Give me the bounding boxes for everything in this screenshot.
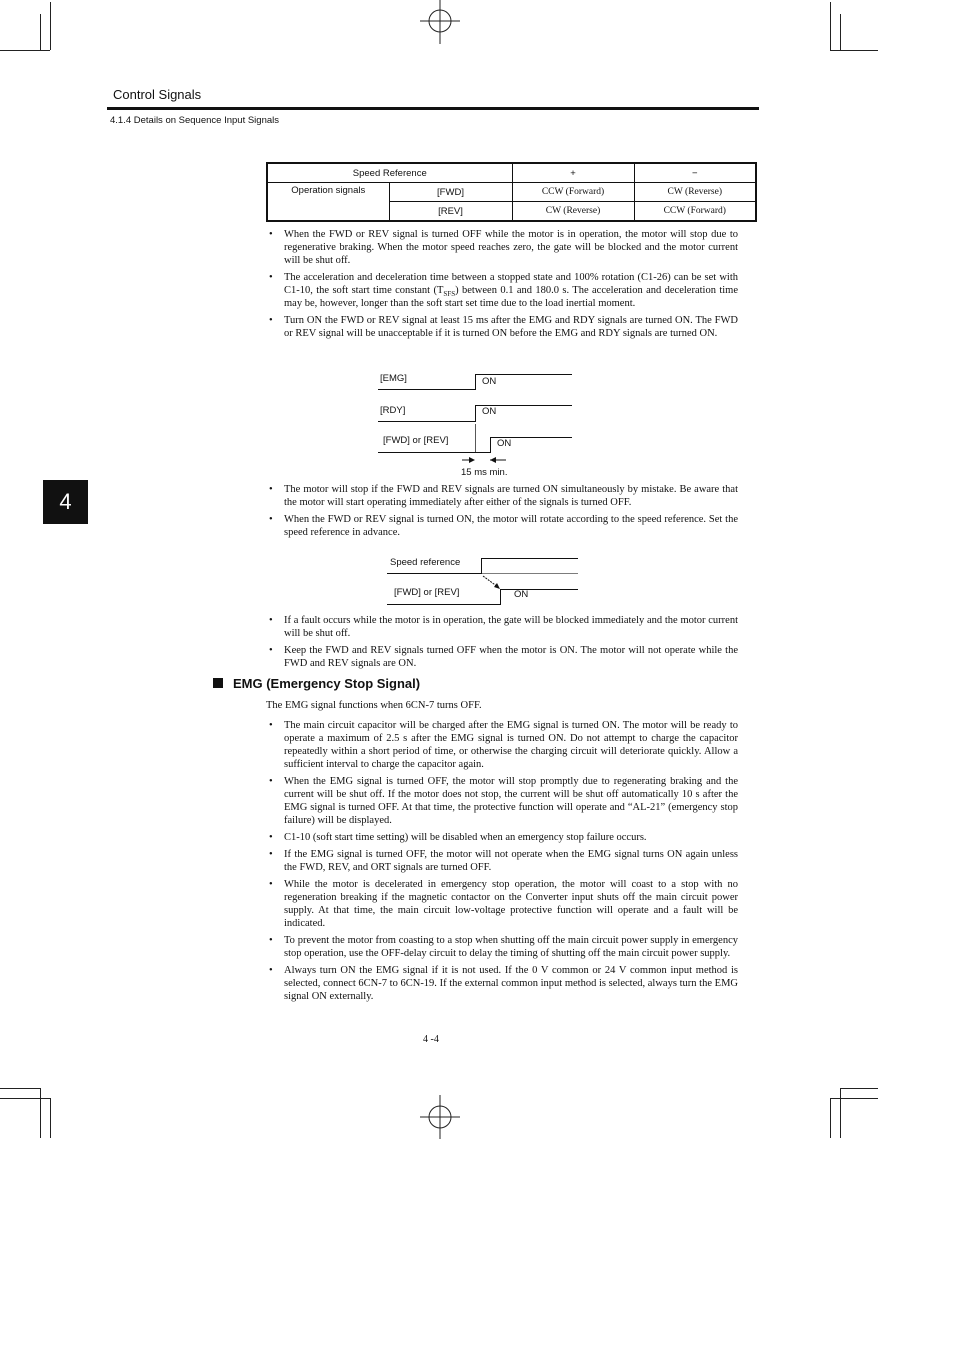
table-header-plus: + <box>512 163 634 183</box>
list-item: • When the FWD or REV signal is turned ON, the motor will rotate according to the speed reference. Set the speed reference in advance. <box>266 513 738 539</box>
dependency-arrow-icon <box>482 575 502 591</box>
list-item: • C1-10 (soft start time setting) will be disabled when an emergency stop failure occurs. <box>266 831 738 844</box>
direction-table <box>266 162 757 222</box>
header-subtitle: 4.1.4 Details on Sequence Input Signals <box>110 115 280 126</box>
header-title: Control Signals <box>113 87 202 102</box>
table-cell-plus: CW (Reverse) <box>512 202 634 222</box>
fwd-on-label: ON <box>514 589 529 600</box>
bullet-list-2 <box>266 483 738 543</box>
section-intro: The EMG signal functions when 6CN-7 turns OFF. <box>266 700 482 711</box>
list-item: • To prevent the motor from coasting to a stop when shutting off the main circuit power supply in emergency stop operation, use the OFF-delay circuit to delay the timing of shutting off the main circuit power supply. <box>266 934 738 960</box>
emg-on-label: ON <box>482 376 497 387</box>
table-cell-plus: CCW (Forward) <box>512 183 634 202</box>
section-heading-text: EMG (Emergency Stop Signal) <box>233 676 421 691</box>
subscript: SFS <box>443 290 456 299</box>
header-rule <box>107 107 759 110</box>
table-row <box>267 183 756 202</box>
table-cell-signal: [REV] <box>389 202 512 222</box>
section-heading <box>213 676 420 691</box>
registration-mark-icon <box>420 0 460 44</box>
list-item-text: The acceleration and deceleration time between a stopped state and 100% rotation (C1-26) can be set with C1-10, the soft start time constant (T <box>284 272 738 296</box>
table-header-minus: − <box>634 163 756 183</box>
chapter-tab: 4 <box>43 480 88 524</box>
list-item: • While the motor is decelerated in emergency stop operation, the motor will coast to a stop with no regeneration breaking if the magnetic contactor on the Converter input shuts off the main circuit power supply. At that time, the main circuit low-voltage protective function will operate and a fault will be indicated. <box>266 878 738 930</box>
list-item: • Keep the FWD and REV signals turned OFF when the motor is ON. The motor will not operate while the FWD and REV signals are ON. <box>266 644 738 670</box>
list-item: • Turn ON the FWD or REV signal at least 15 ms after the EMG and RDY signals are turned ON. The FWD or REV signal will be unacceptable if it is turned ON before the EMG and RDY signals are turned ON. <box>266 314 738 340</box>
rdy-label: [RDY] <box>380 405 406 416</box>
bullet-list-4 <box>266 719 738 1007</box>
table-header-row <box>267 163 756 183</box>
list-item: • The motor will stop if the FWD and REV signals are turned ON simultaneously by mistake. Be aware that the motor will start operating immediately after either of the signals is turned OFF. <box>266 483 738 509</box>
emg-label: [EMG] <box>380 373 407 384</box>
list-item: • Always turn ON the EMG signal if it is not used. If the 0 V common or 24 V common input method is selected, connect 6CN-7 to 6CN-19. If the external common input method is selected, always turn the EMG signal ON externally. <box>266 964 738 1003</box>
bullet-list-1 <box>266 228 738 344</box>
delay-label: 15 ms min. <box>461 467 508 478</box>
fwd-rev-label: [FWD] or [REV] <box>394 587 460 598</box>
speed-reference-label: Speed reference <box>390 557 461 568</box>
square-bullet-icon <box>213 678 223 688</box>
table-cell-minus: CW (Reverse) <box>634 183 756 202</box>
list-item <box>266 271 738 310</box>
delay-arrows-icon <box>462 455 506 465</box>
fwd-on-label: ON <box>497 438 512 449</box>
table-cell-minus: CCW (Forward) <box>634 202 756 222</box>
table-header-label: Speed Reference <box>267 163 512 183</box>
table-row-label: Operation signals <box>267 183 389 222</box>
list-item: • If the EMG signal is turned OFF, the motor will not operate when the EMG signal turns ON again unless the FWD, REV, and ORT signals are turned OFF. <box>266 848 738 874</box>
bullet-list-3 <box>266 614 738 674</box>
list-item: • The main circuit capacitor will be charged after the EMG signal is turned ON. The motor will be ready to operate a maximum of 2.5 s after the EMG signal is turned ON. Do not attempt to charge the capacitor repeatedly within a short period of time, or otherwise the charging circuit will deteriorate quickly. Allow a sufficient interval to charge the capacitor again. <box>266 719 738 771</box>
fwd-rev-label: [FWD] or [REV] <box>383 435 449 446</box>
list-item: • When the EMG signal is turned OFF, the motor will stop promptly due to regenerating braking and the current will be shut off. If the motor does not stop, the current will be shut off automatically 10 s after the EMG signal is turned OFF. At that time, the protective function will operate and “AL-21” (emergency stop failure) will be displayed. <box>266 775 738 827</box>
table-cell-signal: [FWD] <box>389 183 512 202</box>
rdy-on-label: ON <box>482 406 497 417</box>
list-item: • If a fault occurs while the motor is in operation, the gate will be blocked immediately and the motor current will be shut off. <box>266 614 738 640</box>
page-number: 4 -4 <box>423 1034 439 1045</box>
registration-mark-icon <box>420 1095 460 1139</box>
list-item: • When the FWD or REV signal is turned OFF while the motor is in operation, the motor will stop due to regenerative braking. When the motor speed reaches zero, the gate will be blocked and the motor current will be shut off. <box>266 228 738 267</box>
list-item-text: ) between 0.1 and 180.0 s. The acceleration and deceleration time may be, however, longer than the soft start set time due to the load inertial moment. <box>284 285 738 309</box>
